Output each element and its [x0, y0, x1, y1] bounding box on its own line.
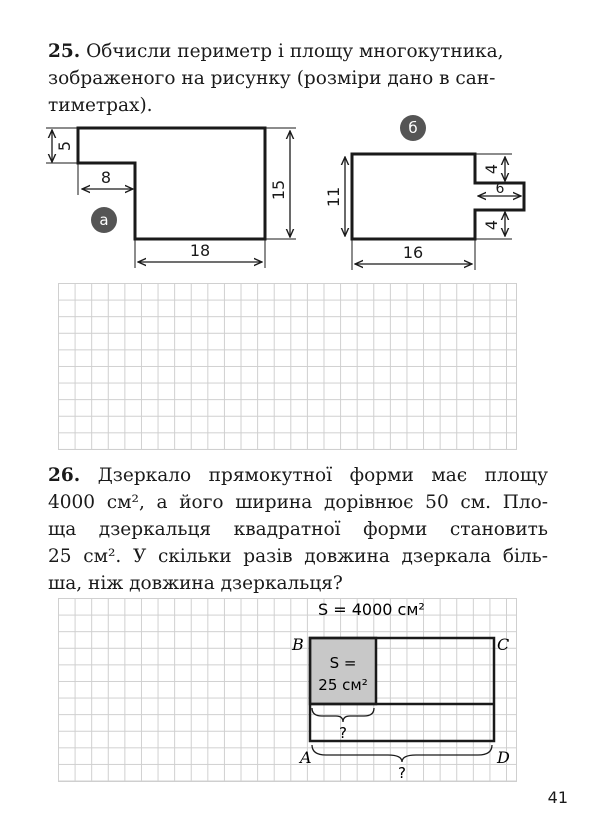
problem-line: Обчисли периметр і площу многокутника,: [86, 41, 504, 62]
dim-label-4-lower: 4: [482, 219, 501, 231]
dim-label-6: 6: [495, 181, 505, 197]
problem-line: 4000 см², а його ширина дорівнює 50 см. Пло-: [48, 492, 548, 513]
figure-a-label: а: [99, 211, 109, 229]
figure-b-label: б: [408, 119, 418, 137]
problem-line: зображеного на рисунку (розміри дано в сан-: [48, 68, 496, 89]
big-area-label: S = 4000 см²: [318, 600, 425, 619]
dim-label-8: 8: [100, 168, 112, 187]
dim-label-18: 18: [189, 241, 211, 260]
dim-label-5: 5: [55, 140, 74, 152]
small-brace: [312, 708, 374, 722]
dim-label-11: 11: [324, 186, 343, 208]
big-brace: [312, 745, 492, 762]
vertex-b: B: [292, 635, 304, 654]
vertex-c: C: [497, 635, 510, 654]
problem-number: 25.: [48, 41, 81, 62]
small-area-value: 25 см²: [318, 676, 368, 694]
vertex-d: D: [497, 748, 510, 767]
problem-line: ща дзеркальця квадратної форми становить: [48, 519, 548, 540]
vertex-a: A: [300, 748, 312, 767]
small-area-label: S =: [329, 654, 357, 672]
page-number: 41: [547, 788, 568, 807]
question-big: ?: [398, 764, 406, 782]
problem-number: 26.: [48, 465, 81, 486]
problem-line: ша, ніж довжина дзеркальця?: [48, 573, 343, 594]
dim-label-4-upper: 4: [482, 163, 501, 175]
problem-line: тиметрах).: [48, 95, 153, 116]
problem-line: Дзеркало прямокутної форми має площу: [97, 465, 548, 486]
question-small: ?: [339, 724, 347, 742]
problem-line: 25 см². У скільки разів довжина дзеркала біль-: [48, 546, 548, 567]
dim-label-16: 16: [402, 243, 424, 262]
dim-label-15: 15: [269, 179, 288, 201]
